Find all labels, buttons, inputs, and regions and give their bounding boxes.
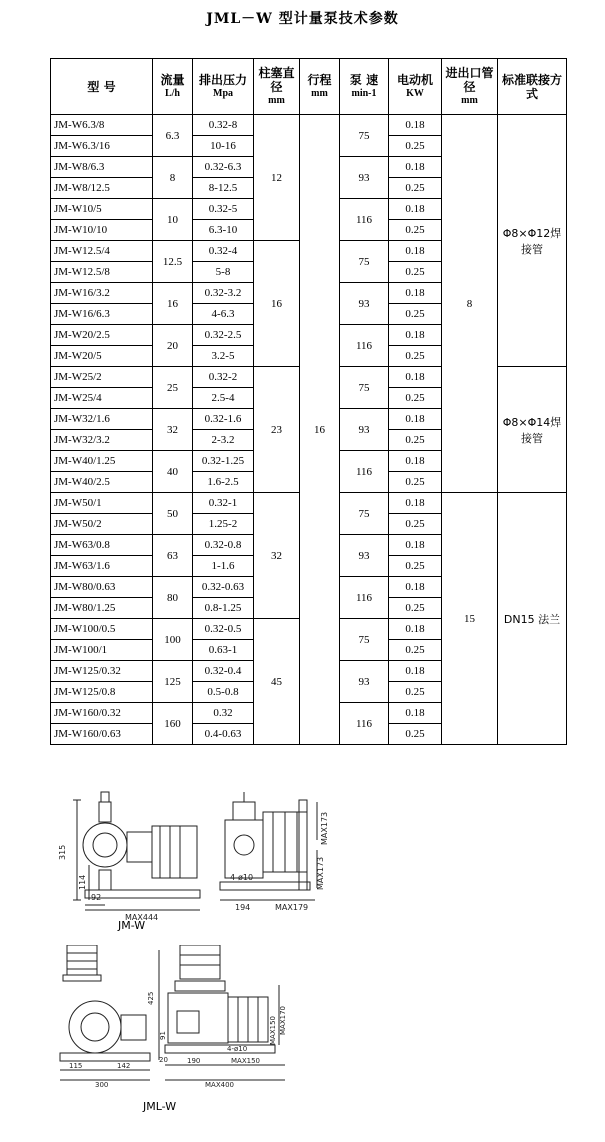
dim-300: 300 [95, 1081, 109, 1089]
header-port: 进出口管 径 mm [442, 59, 498, 115]
cell-motor: 0.25 [389, 178, 442, 199]
dim-315: 315 [58, 844, 67, 860]
cell-pressure: 0.32-1.6 [193, 409, 254, 430]
cell-plunger: 32 [254, 493, 300, 619]
header-speed: 泵 速 min-1 [340, 59, 389, 115]
cell-speed: 116 [340, 577, 389, 619]
cell-model: JM-W12.5/4 [51, 241, 153, 262]
cell-flow: 125 [153, 661, 193, 703]
dim-194: 194 [235, 903, 251, 912]
cell-plunger: 45 [254, 619, 300, 745]
cell-connection: Φ8×Φ14焊接管 [498, 367, 567, 493]
cell-flow: 100 [153, 619, 193, 661]
cell-flow: 8 [153, 157, 193, 199]
cell-pressure: 6.3-10 [193, 220, 254, 241]
cell-pressure: 0.63-1 [193, 640, 254, 661]
cell-motor: 0.25 [389, 640, 442, 661]
cell-model: JM-W100/0.5 [51, 619, 153, 640]
cell-flow: 20 [153, 325, 193, 367]
dim-190: 190 [187, 1057, 201, 1065]
cell-motor: 0.18 [389, 619, 442, 640]
cell-motor: 0.25 [389, 304, 442, 325]
cell-speed: 75 [340, 367, 389, 409]
cell-motor: 0.18 [389, 409, 442, 430]
header-plunger: 柱塞直径 mm [254, 59, 300, 115]
cell-model: JM-W32/3.2 [51, 430, 153, 451]
header-motor: 电动机 KW [389, 59, 442, 115]
cell-motor: 0.25 [389, 346, 442, 367]
dim-20: 20 [159, 1056, 168, 1064]
cell-model: JM-W125/0.8 [51, 682, 153, 703]
cell-speed: 93 [340, 661, 389, 703]
dim-425: 425 [147, 991, 155, 1005]
cell-model: JM-W16/6.3 [51, 304, 153, 325]
cell-pressure: 0.32-3.2 [193, 283, 254, 304]
cell-motor: 0.18 [389, 241, 442, 262]
cell-model: JM-W12.5/8 [51, 262, 153, 283]
cell-flow: 16 [153, 283, 193, 325]
dim-115: 115 [69, 1062, 83, 1070]
dim-max150: MAX150 [231, 1057, 260, 1065]
drawing-caption-jml-w: JML-W [143, 1100, 177, 1113]
cell-pressure: 0.32 [193, 703, 254, 724]
cell-pressure: 1.25-2 [193, 514, 254, 535]
dim-4-phi10-b: 4-ø10 [227, 1045, 248, 1053]
cell-pressure: 8-12.5 [193, 178, 254, 199]
cell-model: JM-W20/5 [51, 346, 153, 367]
cell-pressure: 0.32-2 [193, 367, 254, 388]
cell-model: JM-W6.3/16 [51, 136, 153, 157]
cell-model: JM-W8/12.5 [51, 178, 153, 199]
cell-model: JM-W25/4 [51, 388, 153, 409]
cell-model: JM-W16/3.2 [51, 283, 153, 304]
cell-motor: 0.18 [389, 325, 442, 346]
cell-plunger: 12 [254, 115, 300, 241]
cell-motor: 0.18 [389, 283, 442, 304]
table-row [51, 115, 567, 136]
header-pressure: 排出压力 Mpa [193, 59, 254, 115]
cell-speed: 116 [340, 199, 389, 241]
cell-speed: 75 [340, 115, 389, 157]
cell-speed: 93 [340, 157, 389, 199]
cell-model: JM-W20/2.5 [51, 325, 153, 346]
cell-flow: 6.3 [153, 115, 193, 157]
cell-model: JM-W63/0.8 [51, 535, 153, 556]
cell-flow: 80 [153, 577, 193, 619]
cell-flow: 32 [153, 409, 193, 451]
header-model: 型 号 [51, 59, 153, 115]
cell-model: JM-W80/0.63 [51, 577, 153, 598]
dim-92: 92 [91, 893, 102, 902]
dim-114: 114 [78, 874, 87, 890]
cell-motor: 0.18 [389, 157, 442, 178]
cell-stroke: 16 [300, 115, 340, 745]
cell-pressure: 10-16 [193, 136, 254, 157]
cell-pressure: 0.32-0.4 [193, 661, 254, 682]
cell-pressure: 0.32-0.63 [193, 577, 254, 598]
cell-flow: 160 [153, 703, 193, 745]
cell-motor: 0.18 [389, 661, 442, 682]
cell-pressure: 0.32-2.5 [193, 325, 254, 346]
drawing-jm-w [55, 790, 355, 930]
cell-speed: 93 [340, 409, 389, 451]
cell-pressure: 0.32-1 [193, 493, 254, 514]
cell-model: JM-W10/10 [51, 220, 153, 241]
cell-model: JM-W8/6.3 [51, 157, 153, 178]
cell-speed: 116 [340, 451, 389, 493]
cell-flow: 12.5 [153, 241, 193, 283]
cell-motor: 0.25 [389, 388, 442, 409]
header-connection: 标准联接方式 [498, 59, 567, 115]
cell-motor: 0.18 [389, 703, 442, 724]
cell-model: JM-W6.3/8 [51, 115, 153, 136]
spec-table [50, 58, 567, 745]
cell-flow: 25 [153, 367, 193, 409]
cell-speed: 75 [340, 619, 389, 661]
cell-port: 8 [442, 115, 498, 493]
cell-model: JM-W160/0.63 [51, 724, 153, 745]
cell-motor: 0.18 [389, 577, 442, 598]
cell-pressure: 0.32-0.5 [193, 619, 254, 640]
cell-motor: 0.25 [389, 724, 442, 745]
cell-flow: 40 [153, 451, 193, 493]
dim-142: 142 [117, 1062, 131, 1070]
cell-model: JM-W125/0.32 [51, 661, 153, 682]
drawing-caption-jm-w: JM-W [118, 919, 146, 932]
cell-model: JM-W50/1 [51, 493, 153, 514]
dim-max173-b: MAX173 [316, 856, 325, 890]
cell-model: JM-W100/1 [51, 640, 153, 661]
cell-motor: 0.25 [389, 472, 442, 493]
cell-pressure: 0.5-0.8 [193, 682, 254, 703]
cell-model: JM-W10/5 [51, 199, 153, 220]
cell-motor: 0.18 [389, 535, 442, 556]
dim-4-phi10: 4-ø10 [230, 873, 254, 882]
cell-motor: 0.25 [389, 514, 442, 535]
cell-speed: 93 [340, 535, 389, 577]
cell-model: JM-W40/2.5 [51, 472, 153, 493]
cell-connection: DN15 法兰 [498, 493, 567, 745]
cell-speed: 93 [340, 283, 389, 325]
cell-model: JM-W160/0.32 [51, 703, 153, 724]
cell-pressure: 1-1.6 [193, 556, 254, 577]
cell-connection: Φ8×Φ12焊接管 [498, 115, 567, 367]
cell-speed: 75 [340, 493, 389, 535]
cell-model: JM-W25/2 [51, 367, 153, 388]
cell-port: 15 [442, 493, 498, 745]
drawing-jml-w [55, 945, 355, 1095]
cell-pressure: 2.5-4 [193, 388, 254, 409]
dim-max179: MAX179 [275, 903, 309, 912]
cell-motor: 0.25 [389, 598, 442, 619]
cell-pressure: 5-8 [193, 262, 254, 283]
cell-speed: 75 [340, 241, 389, 283]
cell-motor: 0.18 [389, 367, 442, 388]
cell-motor: 0.25 [389, 136, 442, 157]
cell-flow: 10 [153, 199, 193, 241]
dim-max444: MAX444 [125, 913, 159, 922]
cell-motor: 0.25 [389, 262, 442, 283]
cell-pressure: 1.6-2.5 [193, 472, 254, 493]
cell-pressure: 4-6.3 [193, 304, 254, 325]
cell-pressure: 3.2-5 [193, 346, 254, 367]
cell-plunger: 16 [254, 241, 300, 367]
cell-model: JM-W50/2 [51, 514, 153, 535]
header-stroke: 行程 mm [300, 59, 340, 115]
cell-pressure: 0.32-8 [193, 115, 254, 136]
cell-motor: 0.18 [389, 493, 442, 514]
header-flow: 流量 L/h [153, 59, 193, 115]
dim-max170: MAX170 [279, 1006, 287, 1035]
dim-91: 91 [159, 1031, 167, 1040]
cell-plunger: 23 [254, 367, 300, 493]
page-title: JML－W 型计量泵技术参数 [206, 11, 399, 27]
cell-motor: 0.18 [389, 451, 442, 472]
cell-model: JM-W80/1.25 [51, 598, 153, 619]
cell-flow: 63 [153, 535, 193, 577]
cell-motor: 0.25 [389, 430, 442, 451]
cell-pressure: 0.32-4 [193, 241, 254, 262]
cell-pressure: 0.4-0.63 [193, 724, 254, 745]
cell-motor: 0.25 [389, 682, 442, 703]
table-header-row [51, 59, 567, 115]
dim-max150-b: MAX150 [269, 1016, 277, 1045]
cell-flow: 50 [153, 493, 193, 535]
cell-pressure: 0.32-1.25 [193, 451, 254, 472]
cell-model: JM-W40/1.25 [51, 451, 153, 472]
cell-motor: 0.25 [389, 220, 442, 241]
cell-speed: 116 [340, 325, 389, 367]
cell-model: JM-W63/1.6 [51, 556, 153, 577]
cell-pressure: 0.8-1.25 [193, 598, 254, 619]
cell-pressure: 0.32-5 [193, 199, 254, 220]
cell-motor: 0.25 [389, 556, 442, 577]
cell-motor: 0.18 [389, 199, 442, 220]
cell-speed: 116 [340, 703, 389, 745]
cell-model: JM-W32/1.6 [51, 409, 153, 430]
cell-pressure: 0.32-6.3 [193, 157, 254, 178]
cell-motor: 0.18 [389, 115, 442, 136]
dim-max173-a: MAX173 [320, 811, 329, 845]
cell-pressure: 2-3.2 [193, 430, 254, 451]
cell-pressure: 0.32-0.8 [193, 535, 254, 556]
dim-max400: MAX400 [205, 1081, 234, 1089]
